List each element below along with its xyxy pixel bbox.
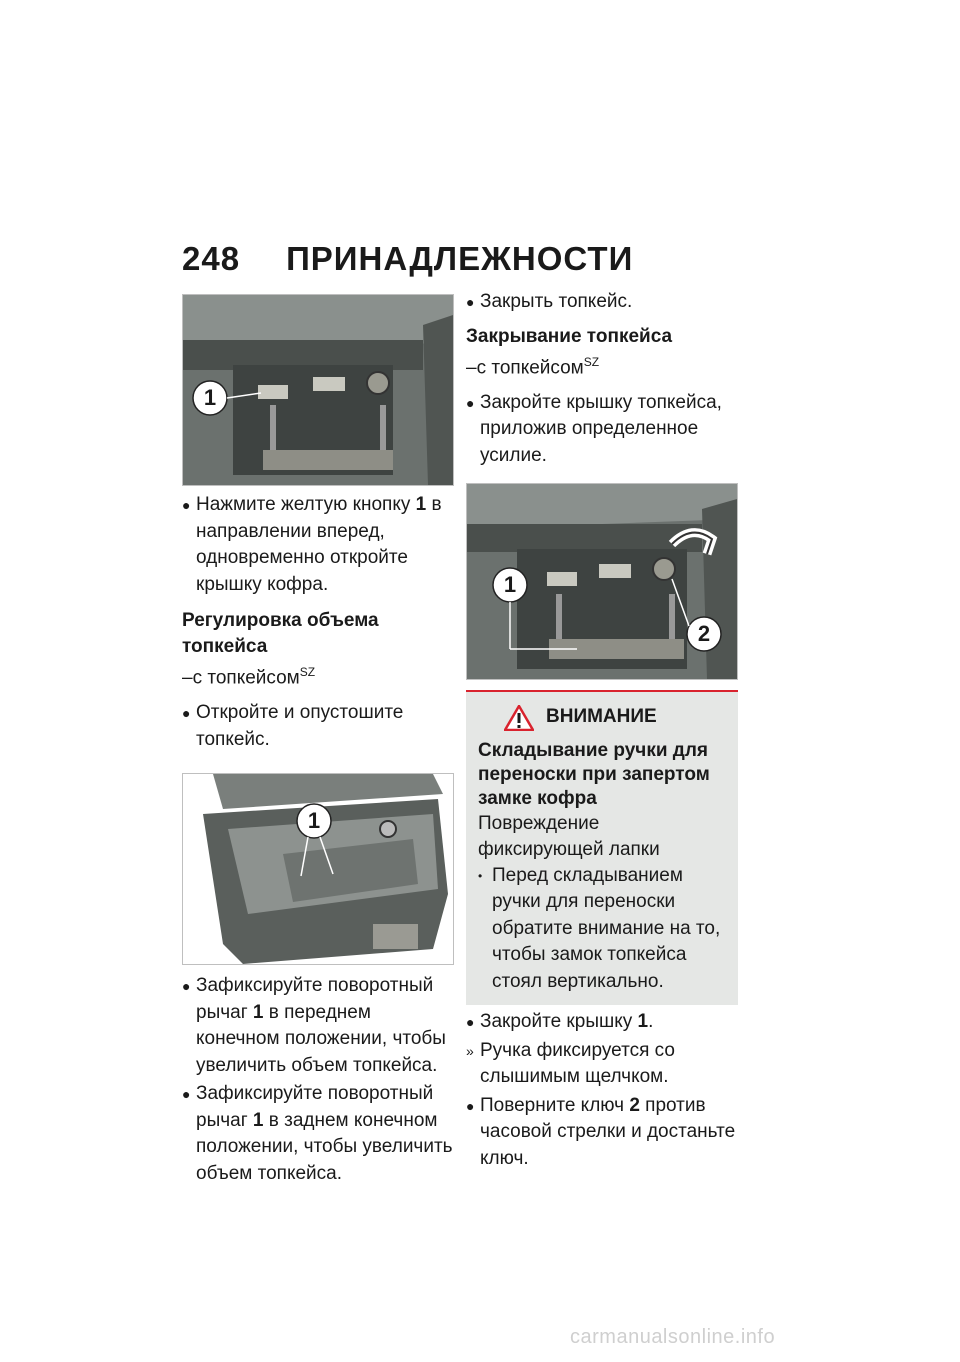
callout-2: 2 (697, 621, 711, 647)
warning-text: Повреждение фиксирующей лапки (478, 812, 660, 860)
list-item: ● Откройте и опустошите топкейс. (182, 702, 404, 750)
figure-topcase-open (182, 773, 454, 965)
section-title: ПРИНАДЛЕЖНОСТИ (286, 240, 634, 277)
condition-line: –с топкейсом$^{SZ}$ (466, 354, 600, 378)
result-item: » Ручка фиксируется со слышимым щелчком. (466, 1039, 675, 1088)
right-column (466, 289, 738, 1172)
warning-box (466, 690, 738, 1005)
callout-1: 1 (203, 385, 217, 410)
list-item: ● Закрыть топкейс. (466, 291, 633, 312)
list-item: ● Закройте крышку 1. (466, 1011, 654, 1033)
callout-1: 1 (307, 808, 321, 834)
list-item: ● Зафиксируйте поворотный рычаг 1 в заднем конечном положении, чтобы увеличить объем топкейса. (182, 1083, 453, 1184)
page-header (182, 240, 742, 278)
topcase-open-illustration (183, 774, 453, 964)
list-item: ● Поверните ключ 2 против часовой стрелки и достаньте ключ. (466, 1094, 736, 1169)
figure-topcase-button (182, 294, 454, 486)
list-item: ● Закройте крышку топкейса, приложив определенное усилие. (466, 391, 722, 466)
warning-list-item: • Перед складыванием ручки для переноски обратите внимание на то, чтобы замок топкейса стоял вертикально. (478, 864, 721, 992)
warning-label: ВНИМАНИЕ (546, 706, 657, 728)
warning-triangle-icon (504, 705, 534, 731)
watermark: carmanualsonline.info (570, 1326, 776, 1348)
list-item: ● Зафиксируйте поворотный рычаг 1 в переднем конечном положении, чтобы увеличить объем топкейса. (182, 975, 446, 1076)
page-number: 248 (182, 240, 241, 277)
figure-topcase-closing (466, 483, 738, 680)
condition-line: –с топкейсом$^{SZ}$ (182, 665, 316, 689)
left-column (182, 294, 454, 1187)
callout-1: 1 (503, 572, 517, 598)
topcase-button-illustration (183, 295, 453, 485)
section-heading: Закрывание топкейса (466, 325, 673, 347)
section-heading: Регулировка объема топкейса (182, 610, 379, 657)
list-item: ● Нажмите желтую кнопку 1 в направлении вперед, одновременно откройте крышку кофра. (182, 494, 442, 595)
warning-title: Складывание ручки для переноски при запертом замке кофра (478, 739, 710, 809)
